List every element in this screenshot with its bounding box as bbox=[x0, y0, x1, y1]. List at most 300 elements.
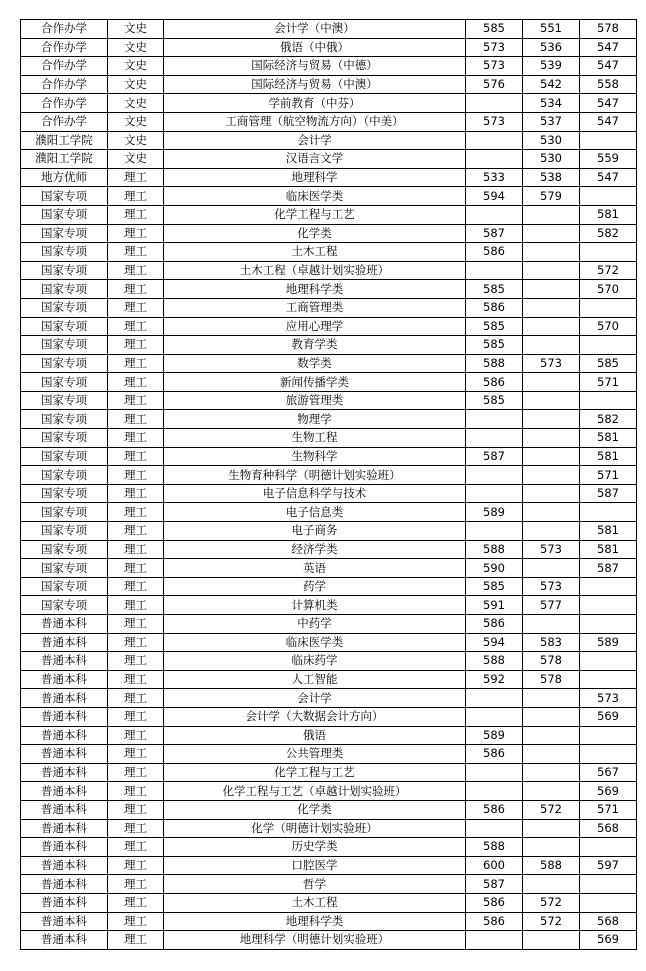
subject-category-cell: 理工 bbox=[108, 243, 164, 262]
score-cell-2 bbox=[523, 243, 580, 262]
score-cell-2 bbox=[523, 782, 580, 801]
subject-category-cell: 理工 bbox=[108, 373, 164, 392]
score-cell-2: 534 bbox=[523, 94, 580, 113]
major-name-cell: 数学类 bbox=[164, 354, 466, 373]
program-type-cell: 普通本科 bbox=[21, 856, 108, 875]
table-row bbox=[21, 596, 637, 615]
program-type-cell: 国家专项 bbox=[21, 224, 108, 243]
score-cell-2 bbox=[523, 298, 580, 317]
subject-category-cell: 理工 bbox=[108, 484, 164, 503]
subject-category-cell: 理工 bbox=[108, 224, 164, 243]
major-name-cell: 临床医学类 bbox=[164, 187, 466, 206]
subject-category-cell: 理工 bbox=[108, 856, 164, 875]
score-cell-2 bbox=[523, 689, 580, 708]
program-type-cell: 普通本科 bbox=[21, 633, 108, 652]
table-row bbox=[21, 484, 637, 503]
table-row bbox=[21, 652, 637, 671]
program-type-cell: 国家专项 bbox=[21, 391, 108, 410]
subject-category-cell: 理工 bbox=[108, 652, 164, 671]
subject-category-cell: 理工 bbox=[108, 800, 164, 819]
program-type-cell: 国家专项 bbox=[21, 577, 108, 596]
program-type-cell: 国家专项 bbox=[21, 336, 108, 355]
score-cell-2 bbox=[523, 522, 580, 541]
program-type-cell: 合作办学 bbox=[21, 20, 108, 39]
major-name-cell: 电子商务 bbox=[164, 522, 466, 541]
program-type-cell: 普通本科 bbox=[21, 707, 108, 726]
major-name-cell: 应用心理学 bbox=[164, 317, 466, 336]
score-cell-1: 585 bbox=[466, 391, 523, 410]
score-cell-3: 570 bbox=[580, 280, 637, 299]
score-cell-1: 573 bbox=[466, 38, 523, 57]
score-cell-2 bbox=[523, 466, 580, 485]
score-cell-2: 577 bbox=[523, 596, 580, 615]
program-type-cell: 国家专项 bbox=[21, 317, 108, 336]
subject-category-cell: 理工 bbox=[108, 782, 164, 801]
program-type-cell: 普通本科 bbox=[21, 615, 108, 634]
score-cell-2: 572 bbox=[523, 912, 580, 931]
score-cell-1: 592 bbox=[466, 670, 523, 689]
major-name-cell: 临床医学类 bbox=[164, 633, 466, 652]
table-body bbox=[21, 20, 637, 950]
subject-category-cell: 文史 bbox=[108, 131, 164, 150]
table-row bbox=[21, 75, 637, 94]
score-cell-3 bbox=[580, 893, 637, 912]
score-cell-1: 573 bbox=[466, 57, 523, 76]
score-cell-1: 533 bbox=[466, 168, 523, 187]
major-name-cell: 会计学 bbox=[164, 131, 466, 150]
score-cell-2 bbox=[523, 280, 580, 299]
score-cell-1 bbox=[466, 205, 523, 224]
major-name-cell: 化学类 bbox=[164, 800, 466, 819]
score-cell-3: 569 bbox=[580, 707, 637, 726]
score-cell-3: 547 bbox=[580, 57, 637, 76]
score-cell-3 bbox=[580, 838, 637, 857]
program-type-cell: 国家专项 bbox=[21, 298, 108, 317]
major-name-cell: 口腔医学 bbox=[164, 856, 466, 875]
table-row bbox=[21, 187, 637, 206]
score-cell-1: 586 bbox=[466, 615, 523, 634]
table-row bbox=[21, 280, 637, 299]
score-cell-2 bbox=[523, 391, 580, 410]
score-cell-2: 572 bbox=[523, 893, 580, 912]
score-cell-2: 539 bbox=[523, 57, 580, 76]
major-name-cell: 人工智能 bbox=[164, 670, 466, 689]
program-type-cell: 普通本科 bbox=[21, 726, 108, 745]
subject-category-cell: 理工 bbox=[108, 447, 164, 466]
major-name-cell: 新闻传播学类 bbox=[164, 373, 466, 392]
score-cell-2: 579 bbox=[523, 187, 580, 206]
major-name-cell: 教育学类 bbox=[164, 336, 466, 355]
table-row bbox=[21, 298, 637, 317]
score-cell-1 bbox=[466, 150, 523, 169]
table-row bbox=[21, 354, 637, 373]
table-row bbox=[21, 447, 637, 466]
program-type-cell: 合作办学 bbox=[21, 112, 108, 131]
score-cell-3 bbox=[580, 391, 637, 410]
score-cell-3: 581 bbox=[580, 522, 637, 541]
score-cell-3: 585 bbox=[580, 354, 637, 373]
score-cell-2: 542 bbox=[523, 75, 580, 94]
score-cell-3: 568 bbox=[580, 819, 637, 838]
table-row bbox=[21, 540, 637, 559]
score-cell-2: 588 bbox=[523, 856, 580, 875]
score-cell-3 bbox=[580, 187, 637, 206]
program-type-cell: 国家专项 bbox=[21, 187, 108, 206]
major-name-cell: 土木工程 bbox=[164, 893, 466, 912]
major-name-cell: 地理科学 bbox=[164, 168, 466, 187]
major-name-cell: 旅游管理类 bbox=[164, 391, 466, 410]
admission-score-table bbox=[20, 19, 637, 950]
table-row bbox=[21, 689, 637, 708]
score-cell-1: 594 bbox=[466, 633, 523, 652]
subject-category-cell: 理工 bbox=[108, 763, 164, 782]
major-name-cell: 经济学类 bbox=[164, 540, 466, 559]
program-type-cell: 国家专项 bbox=[21, 466, 108, 485]
table-row bbox=[21, 391, 637, 410]
major-name-cell: 俄语 bbox=[164, 726, 466, 745]
program-type-cell: 普通本科 bbox=[21, 800, 108, 819]
score-cell-2 bbox=[523, 336, 580, 355]
subject-category-cell: 理工 bbox=[108, 205, 164, 224]
score-cell-1: 587 bbox=[466, 224, 523, 243]
subject-category-cell: 理工 bbox=[108, 689, 164, 708]
score-cell-1: 576 bbox=[466, 75, 523, 94]
score-cell-3 bbox=[580, 577, 637, 596]
score-cell-3 bbox=[580, 726, 637, 745]
score-cell-3: 581 bbox=[580, 540, 637, 559]
major-name-cell: 计算机类 bbox=[164, 596, 466, 615]
score-cell-2 bbox=[523, 317, 580, 336]
score-cell-1 bbox=[466, 261, 523, 280]
table-row bbox=[21, 800, 637, 819]
program-type-cell: 国家专项 bbox=[21, 205, 108, 224]
score-cell-3 bbox=[580, 745, 637, 764]
major-name-cell: 土木工程 bbox=[164, 243, 466, 262]
score-cell-3 bbox=[580, 875, 637, 894]
score-cell-3: 589 bbox=[580, 633, 637, 652]
subject-category-cell: 理工 bbox=[108, 503, 164, 522]
score-cell-1: 587 bbox=[466, 875, 523, 894]
score-cell-3: 578 bbox=[580, 20, 637, 39]
score-cell-3: 569 bbox=[580, 931, 637, 950]
score-cell-2: 573 bbox=[523, 354, 580, 373]
table-row bbox=[21, 205, 637, 224]
score-cell-3 bbox=[580, 652, 637, 671]
major-name-cell: 俄语（中俄） bbox=[164, 38, 466, 57]
major-name-cell: 土木工程（卓越计划实验班） bbox=[164, 261, 466, 280]
score-cell-2 bbox=[523, 763, 580, 782]
score-cell-2 bbox=[523, 931, 580, 950]
major-name-cell: 公共管理类 bbox=[164, 745, 466, 764]
score-cell-2: 551 bbox=[523, 20, 580, 39]
major-name-cell: 化学类 bbox=[164, 224, 466, 243]
subject-category-cell: 文史 bbox=[108, 57, 164, 76]
subject-category-cell: 理工 bbox=[108, 707, 164, 726]
subject-category-cell: 理工 bbox=[108, 633, 164, 652]
major-name-cell: 学前教育（中芬） bbox=[164, 94, 466, 113]
program-type-cell: 国家专项 bbox=[21, 280, 108, 299]
score-cell-1: 586 bbox=[466, 800, 523, 819]
subject-category-cell: 理工 bbox=[108, 429, 164, 448]
score-cell-1: 590 bbox=[466, 559, 523, 578]
subject-category-cell: 理工 bbox=[108, 596, 164, 615]
score-cell-2: 572 bbox=[523, 800, 580, 819]
table-row bbox=[21, 763, 637, 782]
major-name-cell: 地理科学类 bbox=[164, 280, 466, 299]
score-cell-3 bbox=[580, 596, 637, 615]
program-type-cell: 国家专项 bbox=[21, 484, 108, 503]
table-row bbox=[21, 707, 637, 726]
major-name-cell: 英语 bbox=[164, 559, 466, 578]
score-cell-2: 537 bbox=[523, 112, 580, 131]
program-type-cell: 合作办学 bbox=[21, 75, 108, 94]
table-row bbox=[21, 336, 637, 355]
score-cell-1 bbox=[466, 94, 523, 113]
score-cell-3: 573 bbox=[580, 689, 637, 708]
score-cell-1 bbox=[466, 131, 523, 150]
score-cell-3 bbox=[580, 336, 637, 355]
score-cell-1: 600 bbox=[466, 856, 523, 875]
score-cell-2: 578 bbox=[523, 652, 580, 671]
score-cell-1 bbox=[466, 782, 523, 801]
program-type-cell: 合作办学 bbox=[21, 57, 108, 76]
table-row bbox=[21, 224, 637, 243]
program-type-cell: 普通本科 bbox=[21, 819, 108, 838]
subject-category-cell: 理工 bbox=[108, 577, 164, 596]
score-cell-2 bbox=[523, 410, 580, 429]
subject-category-cell: 理工 bbox=[108, 931, 164, 950]
program-type-cell: 普通本科 bbox=[21, 875, 108, 894]
program-type-cell: 国家专项 bbox=[21, 503, 108, 522]
score-cell-1: 586 bbox=[466, 298, 523, 317]
score-cell-3: 547 bbox=[580, 168, 637, 187]
major-name-cell: 国际经济与贸易（中澳） bbox=[164, 75, 466, 94]
major-name-cell: 化学工程与工艺 bbox=[164, 205, 466, 224]
major-name-cell: 生物工程 bbox=[164, 429, 466, 448]
score-cell-3: 597 bbox=[580, 856, 637, 875]
score-cell-3: 582 bbox=[580, 410, 637, 429]
score-cell-1: 585 bbox=[466, 317, 523, 336]
program-type-cell: 国家专项 bbox=[21, 596, 108, 615]
subject-category-cell: 理工 bbox=[108, 522, 164, 541]
score-cell-2: 536 bbox=[523, 38, 580, 57]
table-row bbox=[21, 466, 637, 485]
score-cell-1: 589 bbox=[466, 726, 523, 745]
score-cell-3: 547 bbox=[580, 94, 637, 113]
major-name-cell: 会计学（大数据会计方向） bbox=[164, 707, 466, 726]
subject-category-cell: 理工 bbox=[108, 336, 164, 355]
score-cell-2 bbox=[523, 373, 580, 392]
score-cell-3: 581 bbox=[580, 447, 637, 466]
program-type-cell: 普通本科 bbox=[21, 745, 108, 764]
score-cell-3 bbox=[580, 615, 637, 634]
major-name-cell: 化学工程与工艺 bbox=[164, 763, 466, 782]
table-row bbox=[21, 131, 637, 150]
score-cell-1 bbox=[466, 522, 523, 541]
table-row bbox=[21, 317, 637, 336]
table-row bbox=[21, 429, 637, 448]
program-type-cell: 合作办学 bbox=[21, 94, 108, 113]
subject-category-cell: 理工 bbox=[108, 298, 164, 317]
score-cell-1: 585 bbox=[466, 336, 523, 355]
subject-category-cell: 理工 bbox=[108, 559, 164, 578]
major-name-cell: 生物育种科学（明德计划实验班） bbox=[164, 466, 466, 485]
subject-category-cell: 理工 bbox=[108, 391, 164, 410]
score-cell-2: 578 bbox=[523, 670, 580, 689]
program-type-cell: 国家专项 bbox=[21, 354, 108, 373]
major-name-cell: 电子信息科学与技术 bbox=[164, 484, 466, 503]
score-cell-1: 591 bbox=[466, 596, 523, 615]
table-row bbox=[21, 726, 637, 745]
table-row bbox=[21, 819, 637, 838]
score-cell-2 bbox=[523, 224, 580, 243]
subject-category-cell: 理工 bbox=[108, 261, 164, 280]
score-cell-2 bbox=[523, 503, 580, 522]
table-row bbox=[21, 782, 637, 801]
major-name-cell: 哲学 bbox=[164, 875, 466, 894]
score-cell-1: 589 bbox=[466, 503, 523, 522]
program-type-cell: 普通本科 bbox=[21, 893, 108, 912]
table-row bbox=[21, 150, 637, 169]
score-cell-1: 585 bbox=[466, 20, 523, 39]
program-type-cell: 国家专项 bbox=[21, 373, 108, 392]
score-cell-3: 568 bbox=[580, 912, 637, 931]
score-cell-3: 570 bbox=[580, 317, 637, 336]
major-name-cell: 物理学 bbox=[164, 410, 466, 429]
table-row bbox=[21, 261, 637, 280]
table-row bbox=[21, 112, 637, 131]
score-cell-1: 586 bbox=[466, 912, 523, 931]
table-row bbox=[21, 503, 637, 522]
score-cell-1: 586 bbox=[466, 243, 523, 262]
subject-category-cell: 理工 bbox=[108, 912, 164, 931]
subject-category-cell: 理工 bbox=[108, 745, 164, 764]
major-name-cell: 国际经济与贸易（中德） bbox=[164, 57, 466, 76]
score-cell-1 bbox=[466, 707, 523, 726]
program-type-cell: 国家专项 bbox=[21, 522, 108, 541]
program-type-cell: 普通本科 bbox=[21, 763, 108, 782]
subject-category-cell: 理工 bbox=[108, 670, 164, 689]
subject-category-cell: 文史 bbox=[108, 38, 164, 57]
subject-category-cell: 理工 bbox=[108, 893, 164, 912]
subject-category-cell: 理工 bbox=[108, 726, 164, 745]
score-cell-1: 588 bbox=[466, 354, 523, 373]
program-type-cell: 普通本科 bbox=[21, 931, 108, 950]
score-cell-3 bbox=[580, 243, 637, 262]
major-name-cell: 工商管理（航空物流方向）（中美） bbox=[164, 112, 466, 131]
major-name-cell: 汉语言文学 bbox=[164, 150, 466, 169]
score-cell-1: 587 bbox=[466, 447, 523, 466]
major-name-cell: 电子信息类 bbox=[164, 503, 466, 522]
subject-category-cell: 文史 bbox=[108, 94, 164, 113]
score-cell-3 bbox=[580, 298, 637, 317]
subject-category-cell: 理工 bbox=[108, 466, 164, 485]
major-name-cell: 会计学（中澳） bbox=[164, 20, 466, 39]
score-cell-3: 547 bbox=[580, 112, 637, 131]
table-row bbox=[21, 57, 637, 76]
score-cell-2 bbox=[523, 819, 580, 838]
program-type-cell: 濮阳工学院 bbox=[21, 150, 108, 169]
score-cell-2 bbox=[523, 559, 580, 578]
subject-category-cell: 文史 bbox=[108, 20, 164, 39]
major-name-cell: 化学工程与工艺（卓越计划实验班） bbox=[164, 782, 466, 801]
subject-category-cell: 文史 bbox=[108, 112, 164, 131]
score-cell-2 bbox=[523, 745, 580, 764]
score-cell-3: 581 bbox=[580, 205, 637, 224]
score-cell-3: 547 bbox=[580, 38, 637, 57]
major-name-cell: 历史学类 bbox=[164, 838, 466, 857]
subject-category-cell: 文史 bbox=[108, 150, 164, 169]
score-cell-2 bbox=[523, 205, 580, 224]
program-type-cell: 濮阳工学院 bbox=[21, 131, 108, 150]
score-cell-1: 585 bbox=[466, 577, 523, 596]
table-row bbox=[21, 20, 637, 39]
subject-category-cell: 理工 bbox=[108, 819, 164, 838]
score-cell-1 bbox=[466, 429, 523, 448]
program-type-cell: 普通本科 bbox=[21, 838, 108, 857]
score-cell-1 bbox=[466, 410, 523, 429]
score-cell-1: 588 bbox=[466, 838, 523, 857]
score-cell-1: 586 bbox=[466, 373, 523, 392]
program-type-cell: 地方优师 bbox=[21, 168, 108, 187]
table-row bbox=[21, 838, 637, 857]
score-cell-3: 559 bbox=[580, 150, 637, 169]
subject-category-cell: 理工 bbox=[108, 280, 164, 299]
program-type-cell: 国家专项 bbox=[21, 559, 108, 578]
subject-category-cell: 理工 bbox=[108, 187, 164, 206]
subject-category-cell: 理工 bbox=[108, 540, 164, 559]
score-cell-1 bbox=[466, 689, 523, 708]
table-row bbox=[21, 577, 637, 596]
program-type-cell: 国家专项 bbox=[21, 429, 108, 448]
table-row bbox=[21, 522, 637, 541]
major-name-cell: 药学 bbox=[164, 577, 466, 596]
subject-category-cell: 理工 bbox=[108, 317, 164, 336]
major-name-cell: 中药学 bbox=[164, 615, 466, 634]
score-cell-1 bbox=[466, 931, 523, 950]
score-cell-3 bbox=[580, 503, 637, 522]
score-cell-2 bbox=[523, 447, 580, 466]
score-cell-1: 594 bbox=[466, 187, 523, 206]
table-row bbox=[21, 875, 637, 894]
score-cell-2 bbox=[523, 726, 580, 745]
score-cell-3: 569 bbox=[580, 782, 637, 801]
score-cell-2: 538 bbox=[523, 168, 580, 187]
major-name-cell: 生物科学 bbox=[164, 447, 466, 466]
subject-category-cell: 理工 bbox=[108, 838, 164, 857]
score-cell-3: 567 bbox=[580, 763, 637, 782]
major-name-cell: 地理科学类 bbox=[164, 912, 466, 931]
score-cell-3: 581 bbox=[580, 429, 637, 448]
program-type-cell: 普通本科 bbox=[21, 912, 108, 931]
score-cell-1 bbox=[466, 819, 523, 838]
major-name-cell: 化学（明德计划实验班） bbox=[164, 819, 466, 838]
subject-category-cell: 理工 bbox=[108, 615, 164, 634]
score-cell-1 bbox=[466, 466, 523, 485]
table-row bbox=[21, 615, 637, 634]
score-cell-2 bbox=[523, 429, 580, 448]
program-type-cell: 国家专项 bbox=[21, 540, 108, 559]
major-name-cell: 临床药学 bbox=[164, 652, 466, 671]
score-cell-3 bbox=[580, 670, 637, 689]
program-type-cell: 国家专项 bbox=[21, 410, 108, 429]
score-cell-1 bbox=[466, 484, 523, 503]
score-cell-2: 530 bbox=[523, 131, 580, 150]
table-row bbox=[21, 559, 637, 578]
score-cell-2 bbox=[523, 615, 580, 634]
table-row bbox=[21, 410, 637, 429]
program-type-cell: 普通本科 bbox=[21, 652, 108, 671]
